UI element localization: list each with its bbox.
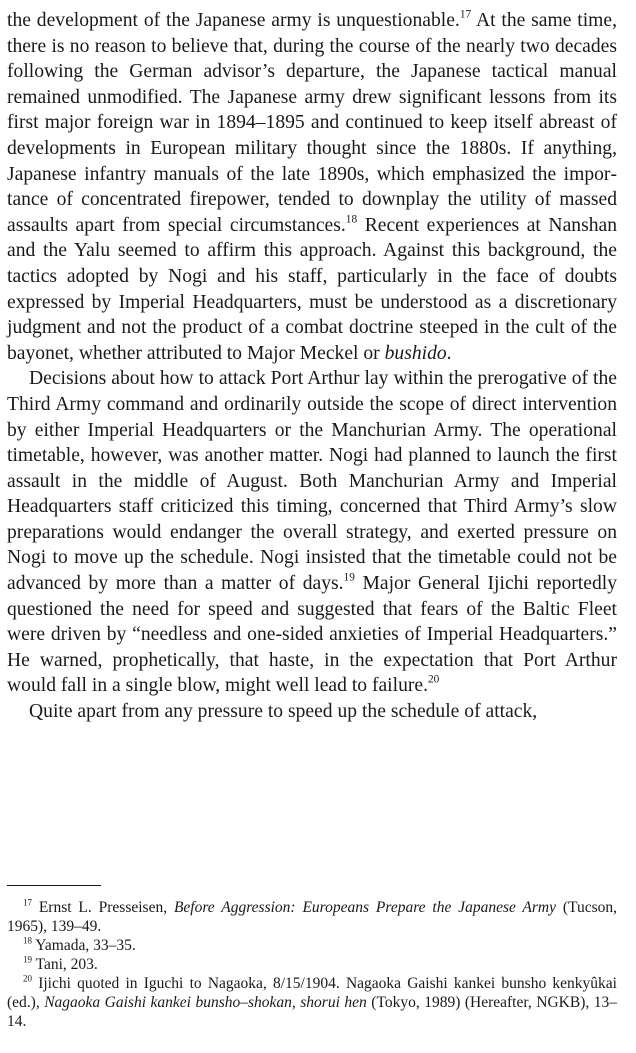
footnote: $^{20}$ Ijichi quoted in Iguchi to Nagaoka, 8/15/1904. Nagaoka Gaishi kankei bunsho kenkyûkai (ed.), Nagaoka Gaishi kankei bunsho–shokan, shorui hen (Tokyo, 1989) (Hereafter, NGKB), 13–14.: [7, 973, 617, 1030]
footnote: $^{17}$ Ernst L. Presseisen, Before Aggression: Europeans Prepare the Japanese Army (Tucson, 1965), 139–49.: [7, 897, 617, 935]
italic-text: bushido: [384, 342, 447, 364]
italic-text: Nagaoka Gaishi kankei bunsho–shokan, shorui hen: [44, 994, 367, 1011]
footnote-marker: 18: [23, 935, 32, 946]
footnote-marker: 17: [23, 897, 32, 908]
footnote-marker: 20: [23, 973, 32, 984]
paragraph: Quite apart from any pressure to speed up the schedule of attack,: [29, 701, 538, 723]
footnotes: [7, 898, 617, 1031]
italic-text: Before Aggression: Europeans Prepare the Japanese Army: [173, 899, 557, 916]
footnote-marker: 17: [459, 8, 472, 21]
footnote-marker: 20: [428, 673, 440, 686]
paragraph: the development of the Japanese army is unquestionable.$^{17}$ At the same time, there is no reason to believe that, during the course of the nearly two decades following the German advisor’s departure, the Japanese tactical manual remained unmodified. The Japanese army drew significant lessons from its first major foreign war in 1894–1895 and continued to keep itself abreast of developments in European military thought since the 1880s. If anything, Japanese infantry manuals of the late 1890s, which emphasized the importance of concentrated firepower, tended to downplay the utility of massed assaults apart from special circumstances.$^{18}$ Recent experiences at Nanshan and the Yalu seemed to affirm this approach. Against this background, the tactics adopted by Nogi and his staff, particularly in the face of doubts expressed by Imperial Headquarters, must be understood as a discretionary judgment and not the product of a combat doctrine steeped in the cult of the bayonet, whether attributed to Major Meckel or bushido.: [7, 8, 617, 364]
footnote-divider: [7, 885, 101, 886]
footnote: $^{19}$ Tani, 203.: [23, 954, 98, 973]
footnote-marker: 19: [343, 571, 355, 584]
footnote-marker: 19: [23, 954, 32, 965]
paragraph: Decisions about how to attack Port Arthur lay within the prerogative of the Third Army command and ordinarily outside the scope of direct intervention by either Imperial Headquarters or the Manchurian Army. The operational timetable, however, was another matter. Nogi had planned to launch the first assault in the middle of August. Both Manchurian Army and Imperial Headquarters staff criticized this timing, concerned that Third Army’s slow preparations would endanger the overall strategy, and exerted pressure on Nogi to move up the schedule. Nogi insisted that the timetable could not be advanced by more than a matter of days.$^{19}$ Major General Ijichi reportedly questioned the need for speed and suggested that fears of the Baltic Fleet were driven by “needless and one-sided anxieties of Imperial Headquarters.” He warned, prophetically, that haste, in the expectation that Port Arthur would fall in a single blow, might well lead to failure.$^{20}$: [7, 368, 617, 697]
body-text: [7, 8, 617, 725]
footnote: $^{18}$ Yamada, 33–35.: [23, 935, 136, 954]
footnote-marker: 18: [345, 213, 358, 226]
